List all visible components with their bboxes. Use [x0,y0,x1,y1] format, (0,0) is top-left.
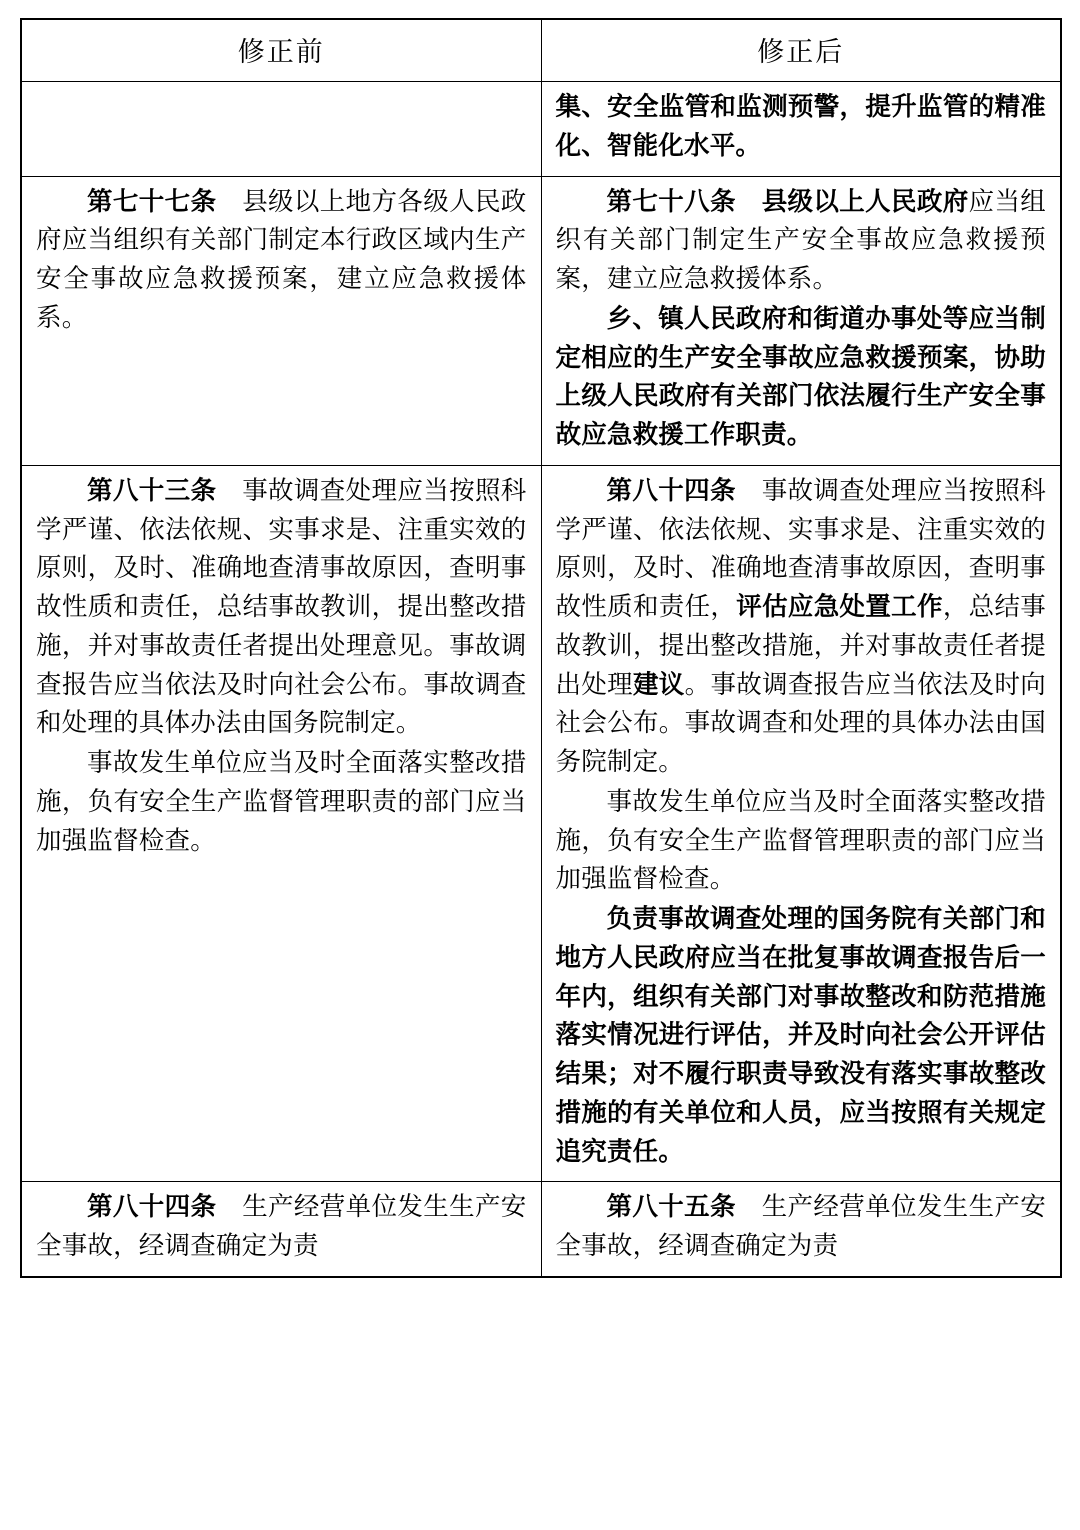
cell-content [36,472,527,861]
cell-content [556,88,1047,166]
paragraph [556,88,1047,166]
paragraph [36,472,527,743]
cell-content [556,472,1047,1172]
table-row [21,82,1061,177]
table-cell-after [541,465,1061,1182]
table-cell-before [21,176,541,465]
emphasized-text: 评估应急处置工作 [736,592,943,621]
cell-content [556,1188,1047,1266]
paragraph [556,183,1047,299]
text-run [216,476,242,505]
paragraph [36,744,527,860]
text-run: 生产经营单位发生生产安全事故，经调查确定为责 [555,1192,1046,1260]
table-row [21,465,1061,1182]
table-body [21,82,1061,1277]
emphasized-text: 第八十五条 [606,1192,736,1222]
emphasized-text: 第八十三条 [87,475,217,505]
emphasized-text: 建议 [632,669,685,699]
emphasized-text: 负责事故调查处理的国务院有关部门和地方人民政府应当在批复事故调查报告后一年内，组织有关部门对事故整改和防范措施落实情况进行评估，并及时向社会公开评估结果；对不履行职责导致没有落实事故整改措施的有关单位和人员，应当按照有关规定追究责任。 [555,904,1046,1166]
text-run: 事故发生单位应当及时全面落实整改措施，负有安全生产监督管理职责的部门应当加强监督检查。 [555,786,1046,894]
paragraph [36,183,527,338]
cell-content [36,183,527,338]
paragraph [556,1188,1047,1266]
paragraph [556,472,1047,782]
text-run: 事故调查处理应当按照科学严谨、依法依规、实事求是、注重实效的原则，及时、准确地查清事故原因，查明事故性质和责任， [555,475,1046,621]
text-run: 生产经营单位发生生产安全事故，经调查确定为责 [36,1192,527,1260]
text-run [736,1192,762,1221]
table-header [21,19,1061,82]
emphasized-text: 集、安全监管和监测预警，提升监管的精准化、智能化水平。 [555,92,1046,160]
text-run [216,1192,242,1221]
table-cell-before [21,82,541,177]
emphasized-text: 第八十四条 [606,475,736,505]
emphasized-text: 第七十八条 [606,186,736,216]
table-cell-after [541,176,1061,465]
text-run: ，总结事故教训，提出整改措施，并对事故责任者提出处理 [555,592,1046,699]
table-header-row [21,19,1061,82]
emphasized-text: 乡、镇人民政府和街道办事处等应当制定相应的生产安全事故应急救援预案，协助上级人民政府有关部门依法履行生产安全事故应急救援工作职责。 [555,303,1046,449]
emphasized-text: 第八十四条 [87,1192,217,1222]
cell-content [556,183,1047,455]
column-header-before: 修正前 [21,19,541,82]
text-run [736,187,762,216]
cell-content [36,1188,527,1266]
paragraph [556,783,1047,899]
text-run: 应当组织有关部门制定生产安全事故应急救援预案，建立应急救援体系。 [555,186,1046,293]
table-cell-before [21,1182,541,1277]
table-cell-before [21,465,541,1182]
table-cell-after [541,82,1061,177]
text-run [216,187,242,216]
text-run: 事故发生单位应当及时全面落实整改措施，负有安全生产监督管理职责的部门应当加强监督检查。 [36,748,527,855]
table-cell-after [541,1182,1061,1277]
text-run: 县级以上地方各级人民政府应当组织有关部门制定本行政区域内生产安全事故应急救援预案，建立应急救援体系。 [36,186,527,332]
text-run: 事故调查处理应当按照科学严谨、依法依规、实事求是、注重实效的原则，及时、准确地查清事故原因，查明事故性质和责任，总结事故教训，提出整改措施，并对事故责任者提出处理意见。事故调查报告应当依法及时向社会公布。事故调查和处理的具体办法由国务院制定。 [36,475,527,738]
paragraph [36,1188,527,1266]
column-header-after: 修正后 [541,19,1061,82]
emphasized-text: 第七十七条 [87,186,217,216]
emphasized-text: 县级以上人民政府 [761,186,969,216]
paragraph [556,300,1047,455]
amendment-comparison-table [20,18,1062,1278]
text-run: 。事故调查报告应当依法及时向社会公布。事故调查和处理的具体办法由国务院制定。 [555,669,1046,776]
text-run [736,476,762,505]
table-row [21,176,1061,465]
paragraph [556,900,1047,1171]
table-row [21,1182,1061,1277]
